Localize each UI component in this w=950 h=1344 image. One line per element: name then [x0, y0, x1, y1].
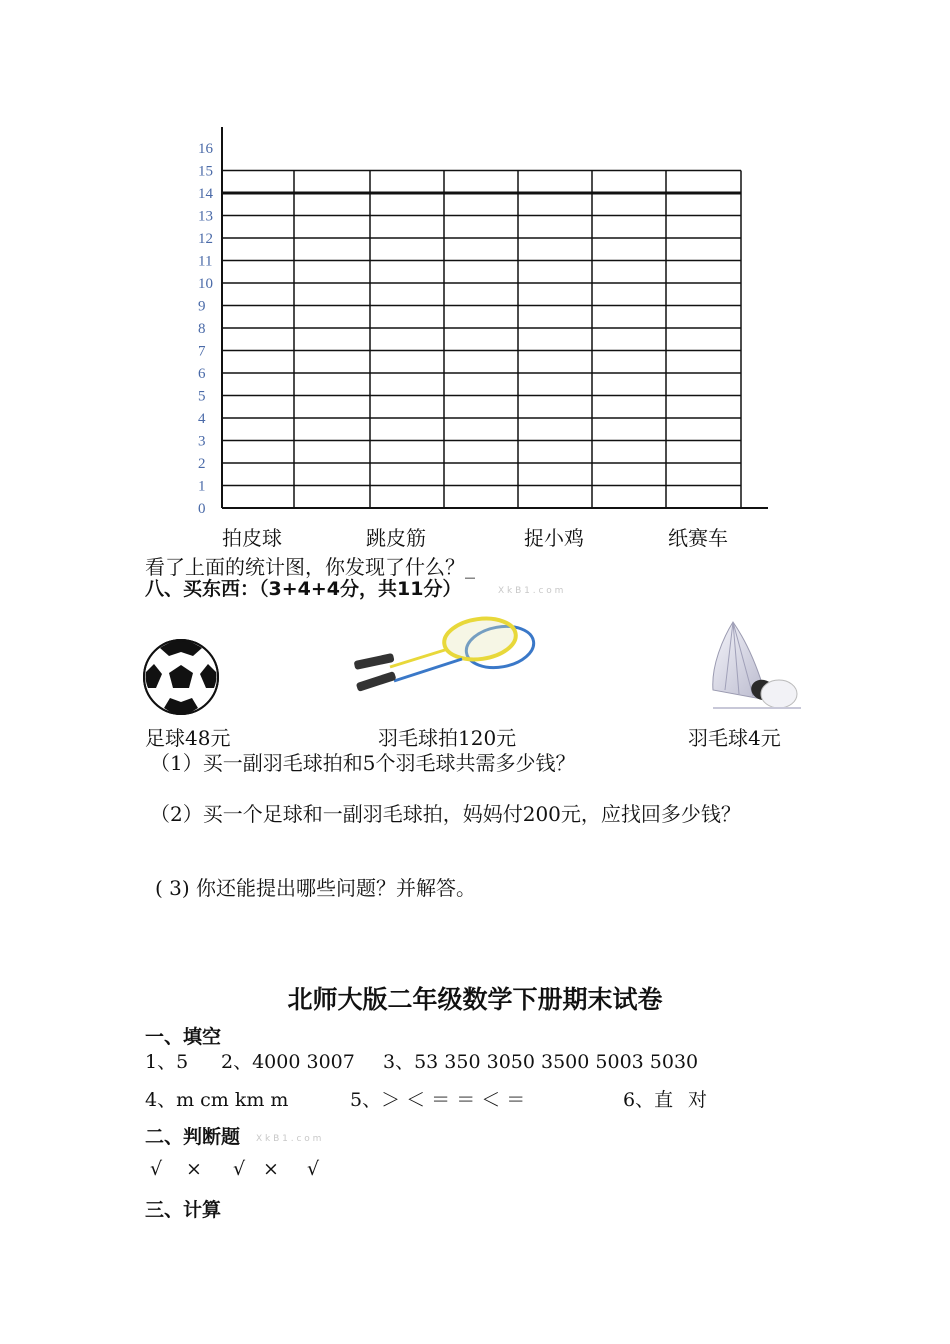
- x-label-zhi-sai-che: 纸赛车: [668, 526, 728, 550]
- answer-section1-heading: 一、填空: [145, 1026, 222, 1048]
- x-label-pai-pi-qiu: 拍皮球: [222, 526, 282, 550]
- answer-1: 1、5: [145, 1051, 189, 1073]
- y-tick-label: 10: [198, 276, 213, 292]
- watermark-1: X k B 1 . c o m: [498, 586, 564, 596]
- answer-6b: 对: [688, 1089, 708, 1111]
- y-tick-label: 8: [198, 321, 206, 337]
- bar-chart-grid: [190, 125, 770, 520]
- answer-section2-heading: 二、判断题: [145, 1126, 241, 1148]
- badminton-racket-icon: [350, 615, 540, 695]
- y-tick-label: 5: [198, 388, 206, 405]
- section8-heading: 八、买东西：（3+4+4分，共11分）: [145, 578, 462, 600]
- x-label-tiao-pi-jin: 跳皮筋: [366, 526, 426, 550]
- grid-lines: [222, 127, 768, 508]
- y-tick-label: 0: [198, 501, 206, 517]
- answer-title: 北师大版二年级数学下册期末试卷: [287, 985, 663, 1014]
- judge-answers: [150, 1158, 319, 1180]
- question-2: （2）买一个足球和一副羽毛球拍，妈妈付200元，应找回多少钱？: [150, 802, 741, 826]
- soccer-ball-icon: [142, 638, 220, 716]
- x-label-zhuo-xiao-ji: 捉小鸡: [524, 526, 584, 550]
- judge-3: √: [233, 1158, 246, 1180]
- y-tick-label: 4: [198, 411, 206, 427]
- observe-question: 看了上面的统计图，你发现了什么？_: [145, 555, 475, 579]
- y-tick-label: 16: [198, 141, 213, 157]
- item-racket-label: 羽毛球拍120元: [378, 726, 517, 750]
- answer-line-1: [145, 1047, 698, 1074]
- y-tick-label: 14: [198, 186, 213, 202]
- y-tick-label: 11: [198, 253, 213, 270]
- y-tick-label: 9: [198, 298, 206, 315]
- question-3: ( 3) 你还能提出哪些问题？并解答。: [155, 876, 477, 900]
- shuttlecock-icon: [705, 618, 805, 710]
- y-tick-label: 12: [198, 231, 213, 247]
- y-tick-label: 1: [198, 478, 206, 495]
- answer-6: 6、直: [623, 1089, 674, 1111]
- y-tick-label: 15: [198, 163, 213, 180]
- answer-2: 2、4000 3007: [221, 1051, 355, 1073]
- question-1: （1）买一副羽毛球拍和5个羽毛球共需多少钱？: [150, 751, 576, 775]
- watermark-2: X k B 1 . c o m: [256, 1134, 322, 1144]
- answer-section3-heading: 三、计算: [145, 1199, 222, 1221]
- y-tick-label: 7: [198, 343, 206, 360]
- answer-line-2: [145, 1085, 707, 1112]
- judge-4: ×: [263, 1158, 279, 1180]
- item-shuttlecock-label: 羽毛球4元: [688, 726, 781, 750]
- y-tick-label: 3: [198, 433, 206, 450]
- answer-3: 3、53 350 3050 3500 5003 5030: [383, 1051, 699, 1073]
- y-tick-label: 6: [198, 366, 206, 382]
- judge-5: √: [307, 1158, 320, 1180]
- answer-4: 4、m cm km m: [145, 1089, 289, 1111]
- y-axis-labels: [198, 141, 214, 517]
- y-tick-label: 2: [198, 456, 206, 472]
- item-soccer-label: 足球48元: [145, 726, 231, 750]
- y-tick-label: 13: [198, 208, 213, 225]
- judge-2: ×: [186, 1158, 202, 1180]
- judge-1: √: [150, 1158, 163, 1180]
- answer-5: 5、＞ ＜ ＝ ＝ ＜ ＝: [350, 1089, 526, 1111]
